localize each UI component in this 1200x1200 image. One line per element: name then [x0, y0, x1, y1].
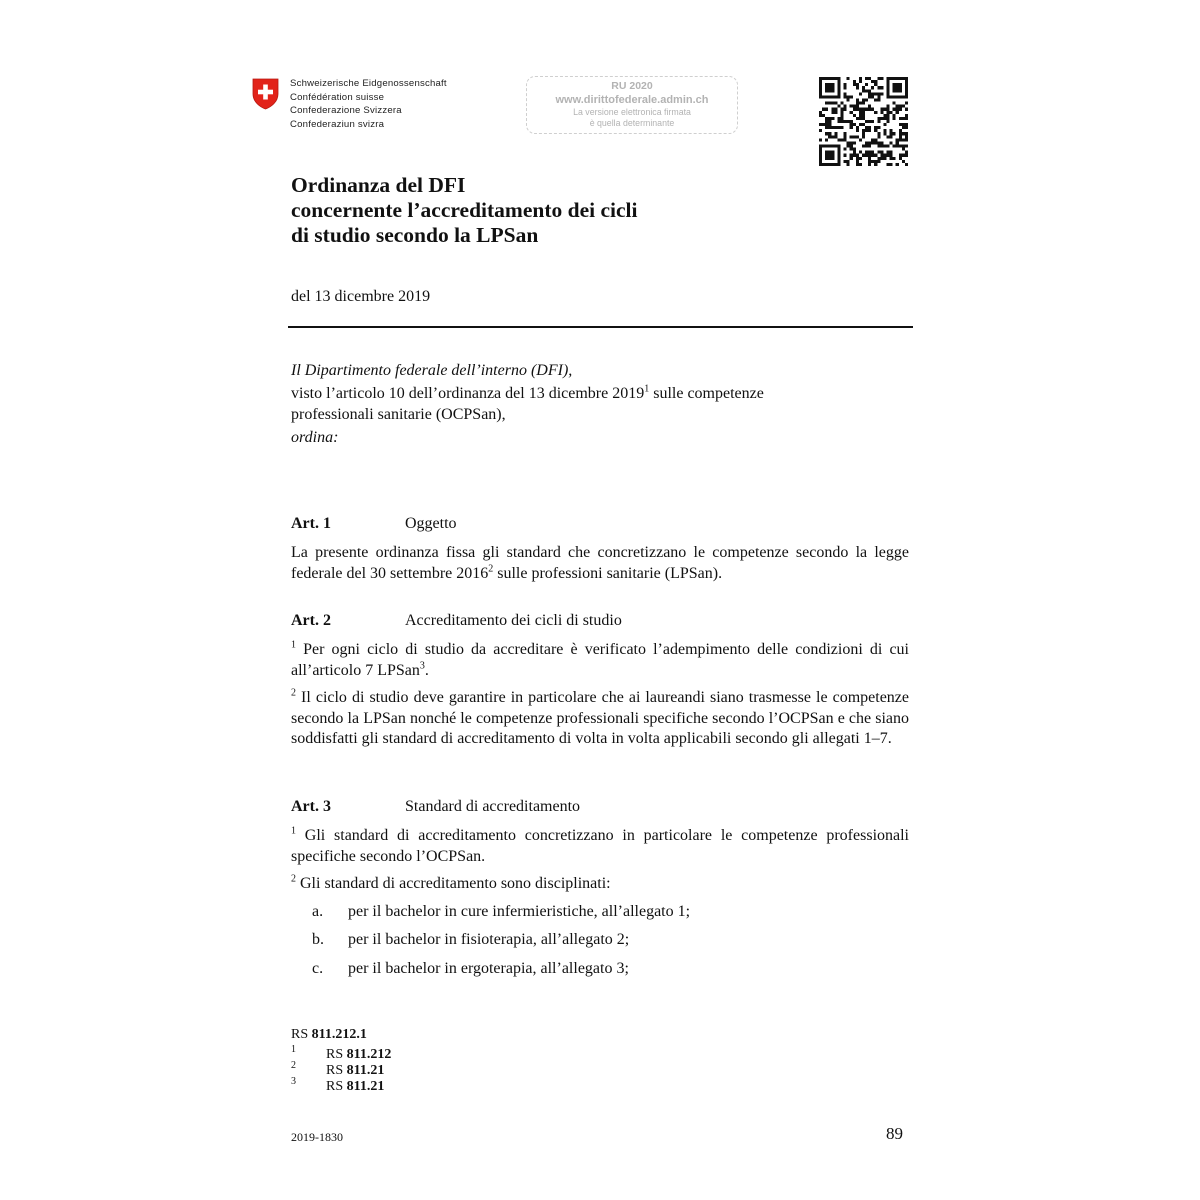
ordinance-title: [291, 173, 637, 248]
swiss-cross-icon: [252, 78, 279, 110]
ordinance-date: del 13 dicembre 2019: [291, 288, 431, 305]
preamble-ordains: ordina:: [291, 429, 339, 446]
confederation-names: [290, 77, 447, 131]
article-3-number: Art. 3: [291, 798, 331, 815]
stamp-website[interactable]: www.dirittofederale.admin.ch: [555, 94, 709, 106]
article-1-heading: [291, 515, 457, 533]
list-item: [312, 903, 872, 923]
list-text: per il bachelor in cure infermieristiche, all’allegato 1;: [348, 903, 691, 920]
footnote-ref-2[interactable]: 2: [488, 563, 494, 575]
article-2-title: Accreditamento dei cicli di studio: [405, 612, 622, 629]
systematic-collection-number: RS 811.212.1: [291, 1027, 367, 1042]
list-item: [312, 960, 872, 980]
confederation-name-fr: Confédération suisse: [290, 91, 385, 103]
article-2-number: Art. 2: [291, 612, 331, 629]
footnotes: RS 811.212.1 1 RS 811.212 2 RS 811.21 3 RS 811.21: [291, 1027, 392, 1094]
list-text: per il bachelor in fisioterapia, all’allegato 2;: [348, 931, 630, 948]
footnote-ref-1[interactable]: 1: [644, 383, 650, 395]
list-letter: c.: [312, 960, 324, 977]
title-line-2: concernente l’accreditamento dei cicli: [291, 198, 638, 222]
article-2-paragraph-2: $^2$ Il ciclo di studio deve garantire in particolare che ai laureandi siano trasmesse le competenze secondo la LPSan nonché le competenze professionali specifiche secondo l’OCPSan e che siano soddisfatti gli standard di accreditamento di volta in volta applicabili secondo gli allegati 1–7.: [291, 687, 909, 747]
title-line-1: Ordinanza del DFI: [291, 173, 466, 197]
article-3-title: Standard di accreditamento: [405, 798, 581, 815]
stamp-note-1: La versione elettronica firmata: [573, 107, 691, 117]
article-2-heading: [291, 612, 622, 630]
divider: [288, 326, 913, 328]
article-3-paragraph-2: $^2$ Gli standard di accreditamento sono disciplinati:: [291, 873, 611, 892]
preamble-authority: Il Dipartimento federale dell’interno (DFI),: [291, 362, 573, 379]
list-letter: a.: [312, 903, 324, 920]
list-letter: b.: [312, 931, 324, 948]
article-3-heading: [291, 798, 580, 816]
article-1-title: Oggetto: [405, 515, 457, 532]
preamble: [291, 360, 911, 450]
article-2-paragraph-1: $^1$ Per ogni ciclo di studio da accreditare è verificato l’adempimento delle condizioni di cui all’articolo 7 LPSan$^3$.: [291, 639, 909, 679]
preamble-basis: visto l’articolo 10 dell’ordinanza del 13 dicembre 2019$^1$ sulle competenze: [291, 383, 764, 402]
footnote-ref-3[interactable]: 3: [419, 660, 425, 672]
confederation-name-de: Schweizerische Eidgenossenschaft: [290, 78, 447, 89]
title-line-3: di studio secondo la LPSan: [291, 223, 539, 247]
article-3-paragraph-1: $^1$ Gli standard di accreditamento concretizzano in particolare le competenze professionali specifiche secondo l’OCPSan.: [291, 825, 909, 865]
article-1-text: La presente ordinanza fissa gli standard che concretizzano le competenze secondo la legge federale del 30 settembre 2016$^2$ sulle professioni sanitarie (LPSan).: [291, 544, 909, 582]
document-id: 2019-1830: [291, 1130, 343, 1144]
confederation-name-rm: Confederaziun svizra: [290, 118, 385, 130]
official-publication-stamp: [526, 76, 738, 134]
stamp-note-2: è quella determinante: [589, 118, 675, 128]
list-text: per il bachelor in ergoterapia, all’allegato 3;: [348, 960, 629, 977]
stamp-collection: RU 2020: [611, 80, 653, 92]
confederation-name-it: Confederazione Svizzera: [290, 105, 402, 116]
qr-code-icon: [819, 77, 908, 166]
list-item: [312, 931, 872, 951]
page-number: 89: [886, 1124, 903, 1143]
article-1-number: Art. 1: [291, 515, 331, 532]
preamble-basis-cont: professionali sanitarie (OCPSan),: [291, 406, 506, 423]
